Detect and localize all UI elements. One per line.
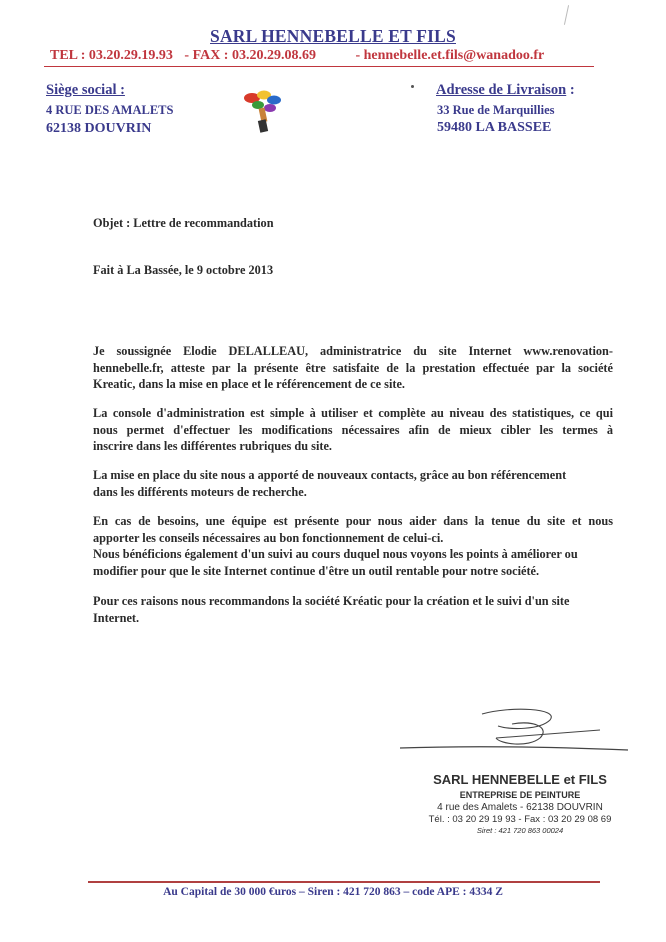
stamp-phones: Tél. : 03 20 29 19 93 - Fax : 03 20 29 08 69 [428, 814, 612, 825]
stamp-siret: Siret : 421 720 863 00024 [476, 826, 564, 835]
paragraph-5 [93, 593, 613, 626]
head-office-street: 4 RUE DES AMALETS [46, 103, 174, 117]
delivery-street: 33 Rue de Marquillies [437, 103, 555, 117]
company-title: SARL HENNEBELLE ET FILS [210, 26, 456, 46]
stamp-activity: ENTREPRISE DE PEINTURE [459, 790, 581, 800]
footer-legal-info: Au Capital de 30 000 €uros – Siren : 421 720 863 – code APE : 4334 Z [163, 886, 503, 898]
email-address: - hennebelle.et.fils@wanadoo.fr [355, 48, 545, 63]
text-line: Kreatic, dans la mise en place et le référencement de ce site. [93, 377, 405, 391]
text-line: La mise en place du site nous a apporté de nouveaux contacts, grâce au bon référencement [93, 468, 567, 482]
contact-underline [44, 66, 594, 67]
text-line: Pour ces raisons nous recommandons la société Kréatic pour la création et le suivi d'un site [93, 594, 570, 608]
delivery-title-colon: : [566, 82, 575, 98]
text-line: La console d'administration est simple à utiliser et complète au niveau des statistiques, ce qui [93, 406, 613, 420]
delivery-city: 59480 LA BASSEE [437, 120, 552, 135]
company-stamp [410, 772, 630, 835]
contact-line [44, 48, 604, 64]
head-office-title: Siège social : [46, 82, 125, 98]
text-line: modifier pour que le site Internet continue d'être un outil rentable pour notre société. [93, 563, 540, 578]
paragraph-4 [93, 513, 613, 579]
text-line: inscrire dans les différentes rubriques du site. [93, 439, 332, 453]
text-line: nous permet d'effectuer les modifications nécessaires afin de mieux cibler les termes à [93, 422, 613, 437]
stamp-company-name: SARL HENNEBELLE et FILS [433, 772, 607, 787]
letter-date: Fait à La Bassée, le 9 octobre 2013 [93, 263, 274, 277]
paragraph-2 [93, 405, 613, 455]
phone-number: TEL : 03.20.29.19.93 [50, 48, 173, 63]
paragraph-3 [93, 467, 613, 500]
text-line: dans les différents moteurs de recherche. [93, 484, 307, 499]
paragraph-1 [93, 343, 613, 393]
stamp-address: 4 rue des Amalets - 62138 DOUVRIN [437, 802, 603, 813]
text-line: hennebelle.fr, atteste par la présente être satisfaite de la prestation effectuée par la société [93, 360, 613, 375]
text-line: Nous bénéficions également d'un suivi au cours duquel nous voyons les points à améliorer ou [93, 547, 578, 561]
text-line: En cas de besoins, une équipe est présente pour nous aider dans la tenue du site et nous [93, 514, 613, 528]
handwritten-signature [400, 700, 630, 760]
paint-pots-and-brush-icon [240, 88, 286, 136]
letter-object: Objet : Lettre de recommandation [93, 216, 274, 230]
footer-divider [88, 881, 600, 883]
scan-mark [564, 5, 569, 25]
delivery-address-title [436, 82, 575, 99]
head-office-city: 62138 DOUVRIN [46, 121, 152, 136]
text-line: apporter les conseils nécessaires au bon fonctionnement de celui-ci. [93, 530, 444, 545]
text-line: Internet. [93, 610, 140, 625]
text-line: Je soussignée Elodie DELALLEAU, administratrice du site Internet www.renovation- [93, 344, 613, 358]
delivery-title-text: Adresse de Livraison [436, 82, 567, 98]
fax-number: - FAX : 03.20.29.08.69 [184, 48, 316, 63]
bullet-dot [411, 85, 414, 88]
